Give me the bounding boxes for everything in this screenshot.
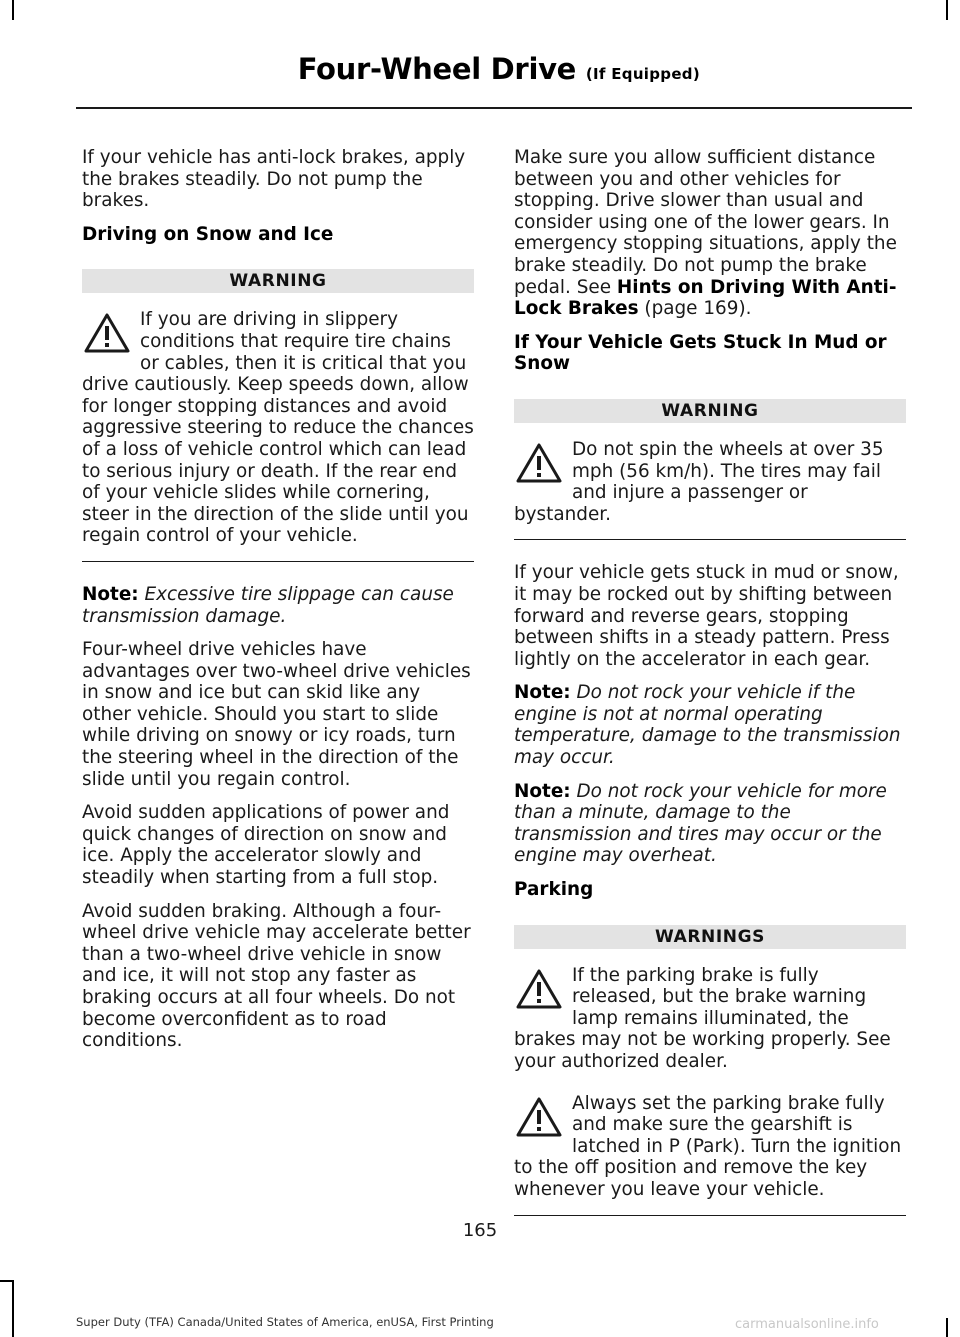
note-label: Note:: [514, 780, 571, 802]
warning-triangle-icon: [82, 311, 132, 355]
warning-title: WARNINGS: [514, 925, 906, 949]
note-label: Note:: [514, 682, 571, 704]
cross-reference-link[interactable]: Hints on Driving With Anti-Lock Brakes: [514, 276, 897, 320]
warning-triangle-icon: [514, 967, 564, 1011]
section-heading-snow-ice: Driving on Snow and Ice: [82, 223, 334, 245]
warning-item: [514, 965, 906, 1073]
warning-text: If the parking brake is fully released, but the brake warning lamp remains illuminated, the brakes may not be working properly. See your authorized dealer.: [514, 964, 891, 1072]
page-header: [0, 52, 700, 86]
warning-title: WARNING: [82, 269, 474, 293]
page-number: 165: [462, 1220, 498, 1241]
header-title: Four-Wheel Drive: [297, 52, 577, 86]
warning-item: [82, 309, 474, 547]
header-subtitle: (If Equipped): [585, 65, 700, 83]
warning-text: Always set the parking brake fully and make sure the gearshift is latched in P (Park). Turn the ignition to the off position and remove the key whenever you leave your vehicle.: [514, 1092, 902, 1200]
footer-text: Super Duty (TFA) Canada/United States of America, enUSA, First Printing: [76, 1315, 494, 1329]
section-heading-parking: Parking: [514, 879, 594, 901]
page-reference: (page 169).: [638, 298, 752, 320]
warning-title: WARNING: [514, 399, 906, 423]
section-heading-stuck: If Your Vehicle Gets Stuck In Mud or Snow: [514, 331, 887, 375]
watermark: carmanualsonline.info: [735, 1317, 879, 1332]
note-paragraph-1: [514, 682, 906, 768]
warning-rule: [514, 1215, 906, 1216]
warning-triangle-icon: [514, 1095, 564, 1139]
warning-text: If you are driving in slippery conditions that require tire chains or cables, then it is critical that you drive cautiously. Keep speeds down, allow for longer stopping distances and avoid aggressive steering to reduce the chances of a loss of vehicle control which can lead to serious injury or death. If the rear end of your vehicle slides while cornering, steer in the direction of the slide until you regain control of your vehicle.: [82, 309, 474, 547]
crop-mark-top-left: [12, 0, 14, 20]
paragraph-text: Make sure you allow sufficient distance between you and other vehicles for stopping. Drive slower than usual and consider using one of the lower gears. In emergency stopping situations, apply the brake steadily. Do not pump the brake pedal. See: [514, 147, 897, 298]
warning-box-snow-ice: [82, 269, 474, 562]
body-paragraph-2: Avoid sudden applications of power and quick changes of direction on snow and ice. Apply the accelerator slowly and steadily when starting from a full stop.: [82, 802, 450, 889]
warning-rule: [514, 539, 906, 540]
crop-mark-top-right: [946, 0, 948, 20]
body-paragraph-distance: [514, 147, 906, 320]
crop-mark-bottom-left-h: [0, 1280, 14, 1282]
crop-mark-bottom-right: [946, 1318, 948, 1337]
warning-box-parking: [514, 925, 906, 1216]
note-text: Do not rock your vehicle for more than a minute, damage to the transmission and tires may occur or the engine may overheat.: [514, 780, 887, 867]
note-text: Excessive tire slippage can cause transmission damage.: [82, 583, 454, 627]
body-paragraph-3: Avoid sudden braking. Although a four-wheel drive vehicle may accelerate better than a two-wheel drive vehicle in snow and ice, it will not stop any faster as braking occurs at all four wheels. Do not become overconfident as to road conditions.: [82, 900, 471, 1052]
body-paragraph-1: Four-wheel drive vehicles have advantages over two-wheel drive vehicles in snow and ice but can skid like any other vehicle. Should you start to slide while driving on snowy or icy roads, turn the steering wheel in the direction of the slide until you regain control.: [82, 639, 471, 790]
note-text: Do not rock your vehicle if the engine is not at normal operating temperature, damage to the transmission may occur.: [514, 682, 901, 769]
warning-item: [514, 439, 906, 525]
right-column: [514, 147, 906, 1236]
intro-paragraph: If your vehicle has anti-lock brakes, apply the brakes steadily. Do not pump the brakes.: [82, 147, 466, 212]
note-paragraph: [82, 584, 474, 627]
left-column: [82, 147, 474, 1064]
warning-triangle-icon: [514, 441, 564, 485]
warning-text: Do not spin the wheels at over 35 mph (56 km/h). The tires may fail and injure a passenger or bystander.: [514, 438, 884, 525]
warning-box-stuck: [514, 399, 906, 540]
crop-mark-bottom-left: [12, 1280, 14, 1337]
note-paragraph-2: [514, 781, 906, 867]
header-rule: [76, 107, 912, 109]
warning-rule: [82, 561, 474, 562]
warning-item: [514, 1093, 906, 1201]
note-label: Note:: [82, 583, 139, 605]
body-paragraph-rocking: If your vehicle gets stuck in mud or snow, it may be rocked out by shifting between forward and reverse gears, stopping between shifts in a steady pattern. Press lightly on the accelerator in each gear.: [514, 562, 899, 670]
